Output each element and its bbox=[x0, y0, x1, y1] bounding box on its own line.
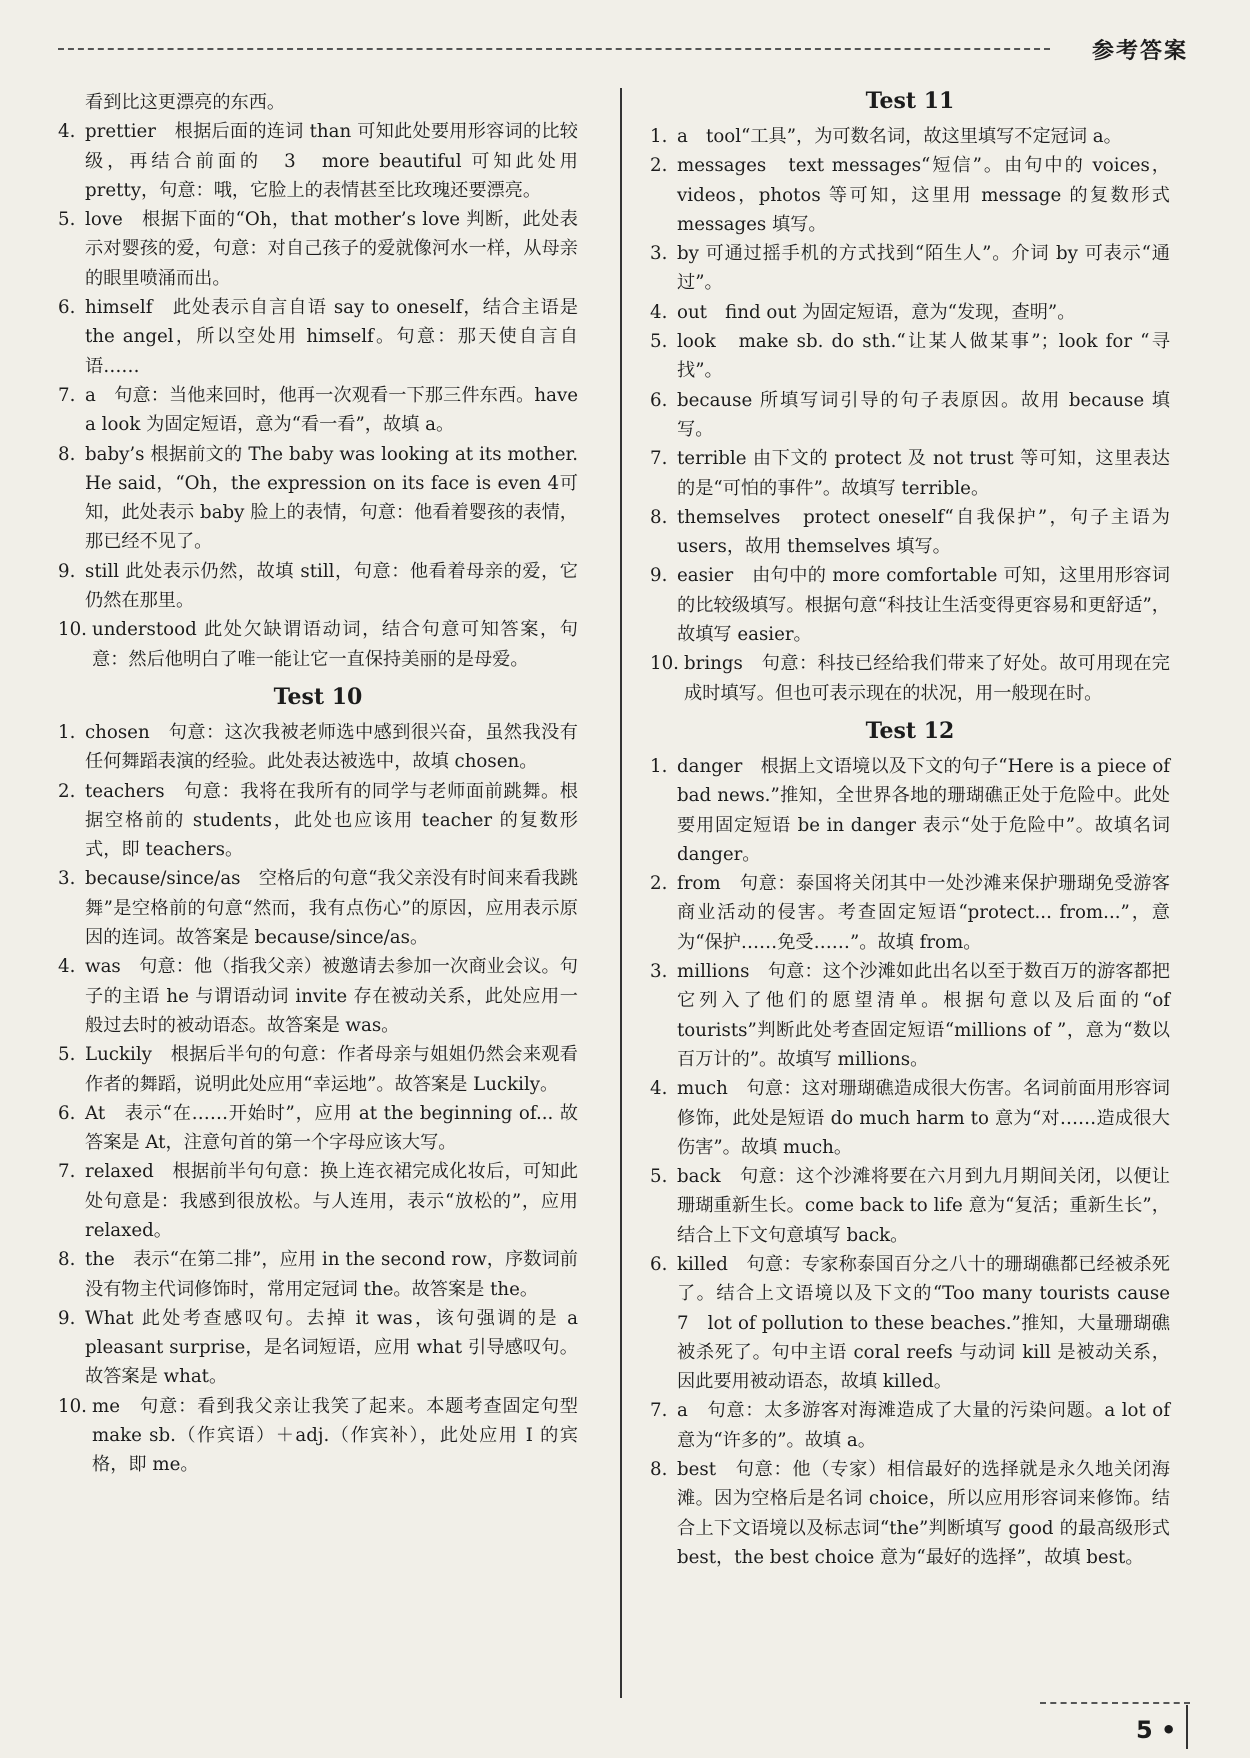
item-text: killed 句意：专家称泰国百分之八十的珊瑚礁都已经被杀死了。结合上文语境以及下文的“Too many tourists cause 7 lot of pollution to these beaches.”推知，大量珊瑚礁被杀死了。句中主语 coral reefs 与动词 kill 是被动关系，因此要用被动语态，故填 killed。 bbox=[677, 1253, 1189, 1393]
item-number: 9. bbox=[650, 565, 668, 587]
answer-item bbox=[650, 503, 1170, 562]
item-number: 3. bbox=[58, 868, 76, 890]
item-number: 5. bbox=[650, 331, 668, 353]
item-text: me 句意：看到我父亲让我笑了起来。本题考查固定句型 make sb.（作宾语）＋adj.（作宾补），此处应用 I 的宾格，即 me。 bbox=[92, 1395, 578, 1476]
item-text: relaxed 根据前半句句意：换上连衣裙完成化妆后，可知此处句意是：我感到很放松。与人连用，表示“放松的”，应用 relaxed。 bbox=[85, 1161, 578, 1241]
answer-item bbox=[650, 327, 1170, 386]
answer-item bbox=[58, 777, 578, 865]
item-number: 10. bbox=[58, 1395, 87, 1417]
footer-dashed-rule bbox=[1040, 1702, 1190, 1704]
answer-item bbox=[58, 1099, 578, 1158]
answer-item bbox=[650, 957, 1170, 1074]
item-text: teachers 句意：我将在我所有的同学与老师面前跳舞。根据空格前的 students，此处也应该用 teacher 的复数形式，即 teachers。 bbox=[85, 780, 578, 861]
answer-item bbox=[58, 615, 578, 674]
item-number: 2. bbox=[650, 873, 668, 895]
item-number: 6. bbox=[650, 389, 668, 411]
item-text: because/since/as 空格后的句意“我父亲没有时间来看我跳舞”是空格前的句意“然而，我有点伤心”的原因，应用表示原因的连词。故答案是 because/since/as。 bbox=[85, 868, 578, 949]
answer-item bbox=[650, 239, 1170, 298]
answer-item bbox=[58, 205, 578, 293]
item-number: 4. bbox=[650, 1078, 668, 1100]
item-text: baby’s 根据前文的 The baby was looking at its mother. He said，“Oh，the expression on its face is even 4可知，此处表示 baby 脸上的表情，句意：他看着婴孩的表情，那已经不见了。 bbox=[85, 443, 578, 553]
test12-answers bbox=[650, 752, 1189, 1572]
item-number: 7. bbox=[58, 384, 76, 406]
answer-item bbox=[650, 561, 1170, 649]
answer-item bbox=[58, 1157, 578, 1245]
item-text: a 句意：当他来回时，他再一次观看一下那三件东西。have a look 为固定短语，意为“看一看”，故填 a。 bbox=[85, 384, 578, 436]
item-text: a 句意：太多游客对海滩造成了大量的污染问题。a lot of 意为“许多的”。故填 a。 bbox=[677, 1400, 1170, 1451]
test12-title: Test 12 bbox=[865, 717, 955, 744]
header-title: 参考答案 bbox=[1091, 39, 1188, 64]
item-text: much 句意：这对珊瑚礁造成很大伤害。名词前面用形容词修饰，此处是短语 do much harm to 意为“对……造成很大伤害”。故填 much。 bbox=[677, 1078, 1170, 1158]
item-text: brings 句意：科技已经给我们带来了好处。故可用现在完成时填写。但也可表示现在的状况，用一般现在时。 bbox=[684, 653, 1170, 704]
answer-item bbox=[58, 864, 578, 952]
item-text: Luckily 根据后半句的句意：作者母亲与姐姐仍然会来观看作者的舞蹈，说明此处应用“幸运地”。故答案是 Luckily。 bbox=[85, 1044, 578, 1095]
answer-item bbox=[58, 293, 578, 381]
item-number: 9. bbox=[58, 560, 76, 582]
item-number: 8. bbox=[650, 506, 668, 528]
item-number: 5. bbox=[58, 1044, 76, 1066]
header-dashed-rule bbox=[58, 48, 1050, 50]
page-number-bar bbox=[1186, 1705, 1188, 1749]
item-text: back 句意：这个沙滩将要在六月到九月期间关闭，以便让珊瑚重新生长。come back to life 意为“复活；重新生长”，结合上下文句意填写 back。 bbox=[677, 1166, 1170, 1246]
item-text: terrible 由下文的 protect 及 not trust 等可知，这里表达的是“可怕的事件”。故填写 terrible。 bbox=[677, 448, 1170, 499]
item-text: himself 此处表示自言自语 say to oneself，结合主语是 the angel，所以空处用 himself。句意：那天使自言自语…… bbox=[85, 297, 578, 377]
item-number: 3. bbox=[650, 243, 668, 265]
item-text: was 句意：他（指我父亲）被邀请去参加一次商业会议。句子的主语 he 与谓语动词 invite 存在被动关系，此处应用一般过去时的被动语态。故答案是 was。 bbox=[85, 956, 578, 1036]
page-header bbox=[58, 34, 1200, 64]
answer-item bbox=[58, 117, 578, 205]
answer-item bbox=[58, 440, 578, 557]
answer-item bbox=[58, 381, 578, 440]
answer-item bbox=[650, 1455, 1170, 1572]
item-number: 2. bbox=[650, 155, 668, 177]
answer-item bbox=[650, 122, 1170, 151]
item-text: from 句意：泰国将关闭其中一处沙滩来保护珊瑚免受游客商业活动的侵害。考查固定短语“protect... from...”，意为“保护……免受……”。故填 from。 bbox=[677, 873, 1170, 953]
answer-item bbox=[650, 386, 1170, 445]
test10-answers bbox=[58, 718, 578, 1480]
item-text: still 此处表示仍然，故填 still，句意：他看着母亲的爱，它仍然在那里。 bbox=[85, 560, 578, 612]
answer-item bbox=[650, 869, 1170, 957]
item-number: 6. bbox=[58, 1102, 76, 1124]
answer-item bbox=[58, 718, 578, 777]
answer-item bbox=[650, 151, 1170, 239]
right-column bbox=[650, 88, 1189, 1572]
item-text: look make sb. do sth.“让某人做某事”；look for “寻找”。 bbox=[677, 331, 1170, 382]
item-number: 4. bbox=[58, 956, 76, 978]
test11-answers bbox=[650, 122, 1170, 708]
test11-title: Test 11 bbox=[865, 88, 955, 114]
test10-title: Test 10 bbox=[273, 683, 363, 710]
item-number: 7. bbox=[650, 448, 668, 470]
item-number: 4. bbox=[650, 301, 668, 323]
answer-item bbox=[650, 1162, 1170, 1250]
left-column bbox=[58, 88, 578, 1480]
answer-item bbox=[650, 1396, 1170, 1455]
item-text: understood 此处欠缺谓语动词，结合句意可知答案，句意：然后他明白了唯一能让它一直保持美丽的是母爱。 bbox=[92, 619, 578, 670]
item-number: 1. bbox=[650, 126, 668, 147]
item-number: 10. bbox=[58, 619, 87, 641]
item-number: 7. bbox=[58, 1161, 76, 1183]
item-number: 3. bbox=[650, 961, 668, 983]
answer-item bbox=[650, 298, 1170, 327]
answer-item bbox=[650, 1074, 1170, 1162]
answer-item bbox=[650, 752, 1170, 869]
test9-answers bbox=[58, 117, 578, 674]
continuation-text: 看到比这更漂亮的东西。 bbox=[85, 92, 286, 113]
item-number: 2. bbox=[58, 780, 76, 802]
item-text: At 表示“在……开始时”，应用 at the beginning of... 故答案是 At，注意句首的第一个字母应该大写。 bbox=[85, 1102, 578, 1154]
item-number: 8. bbox=[58, 443, 76, 465]
item-number: 1. bbox=[58, 721, 76, 743]
item-text: millions 句意：这个沙滩如此出名以至于数百万的游客都把它列入了他们的愿望清单。根据句意以及后面的“of tourists”判断此处考查固定短语“millions of ”，意为“数以百万计的”。故填写 millions。 bbox=[677, 961, 1170, 1070]
item-number: 1. bbox=[650, 755, 668, 777]
item-text: danger 根据上文语境以及下文的句子“Here is a piece of bad news.”推知，全世界各地的珊瑚礁正处于危险中。此处要用固定短语 be in danger 表示“处于危险中”。故填名词 danger。 bbox=[677, 755, 1170, 865]
item-number: 8. bbox=[58, 1249, 76, 1271]
item-number: 5. bbox=[58, 209, 76, 231]
item-text: out find out 为固定短语，意为“发现，查明”。 bbox=[677, 301, 1076, 323]
item-number: 6. bbox=[58, 297, 76, 319]
answer-item bbox=[58, 1392, 578, 1480]
item-text: messages text messages“短信”。由句中的 voices，videos，photos 等可知，这里用 message 的复数形式 messages 填写。 bbox=[677, 155, 1170, 235]
answer-item bbox=[58, 1040, 578, 1099]
item-number: 6. bbox=[650, 1253, 668, 1275]
item-text: chosen 句意：这次我被老师选中感到很兴奋，虽然我没有任何舞蹈表演的经验。此处表达被选中，故填 chosen。 bbox=[85, 721, 578, 773]
item-text: love 根据下面的“Oh，that mother’s love 判断，此处表示对婴孩的爱，句意：对自己孩子的爱就像河水一样，从母亲的眼里喷涌而出。 bbox=[85, 209, 578, 289]
item-number: 7. bbox=[650, 1400, 668, 1422]
item-text: themselves protect oneself“自我保护”，句子主语为 users，故用 themselves 填写。 bbox=[677, 506, 1170, 558]
answer-item bbox=[58, 952, 578, 1040]
answer-item bbox=[650, 444, 1170, 503]
item-text: easier 由句中的 more comfortable 可知，这里用形容词的比较级填写。根据句意“科技让生活变得更容易和更舒适”，故填写 easier。 bbox=[677, 565, 1170, 646]
item-text: prettier 根据后面的连词 than 可知此处要用形容词的比较级，再结合前面的 3 more beautiful 可知此处用 pretty，句意：哦，它脸上的表情甚至比玫瑰还要漂亮。 bbox=[85, 121, 578, 201]
item-text: the 表示“在第二排”，应用 in the second row，序数词前没有物主代词修饰时，常用定冠词 the。故答案是 the。 bbox=[85, 1249, 578, 1300]
answer-item bbox=[58, 1245, 578, 1304]
answer-item bbox=[650, 1250, 1189, 1396]
item-number: 10. bbox=[650, 653, 679, 675]
answer-item bbox=[58, 557, 578, 616]
item-text: by 可通过摇手机的方式找到“陌生人”。介词 by 可表示“通过”。 bbox=[677, 243, 1170, 294]
answer-item bbox=[58, 1304, 578, 1392]
item-number: 9. bbox=[58, 1307, 76, 1329]
item-number: 4. bbox=[58, 121, 76, 143]
answer-item bbox=[650, 649, 1170, 708]
item-text: a tool“工具”，为可数名词，故这里填写不定冠词 a。 bbox=[677, 126, 1122, 147]
item-text: best 句意：他（专家）相信最好的选择就是永久地关闭海滩。因为空格后是名词 choice，所以应用形容词来修饰。结合上下文语境以及标志词“the”判断填写 good 的最高级形式 best，the best choice 意为“最好的选择”，故填 best。 bbox=[677, 1459, 1170, 1568]
item-text: because 所填写词引导的句子表原因。故用 because 填写。 bbox=[677, 389, 1170, 440]
item-number: 5. bbox=[650, 1166, 668, 1188]
column-divider bbox=[620, 88, 622, 1698]
item-text: What 此处考查感叹句。去掉 it was，该句强调的是 a pleasant surprise，是名词短语，应用 what 引导感叹句。故答案是 what。 bbox=[85, 1307, 578, 1388]
item-number: 8. bbox=[650, 1459, 668, 1481]
page-number: 5 • bbox=[1136, 1716, 1177, 1744]
